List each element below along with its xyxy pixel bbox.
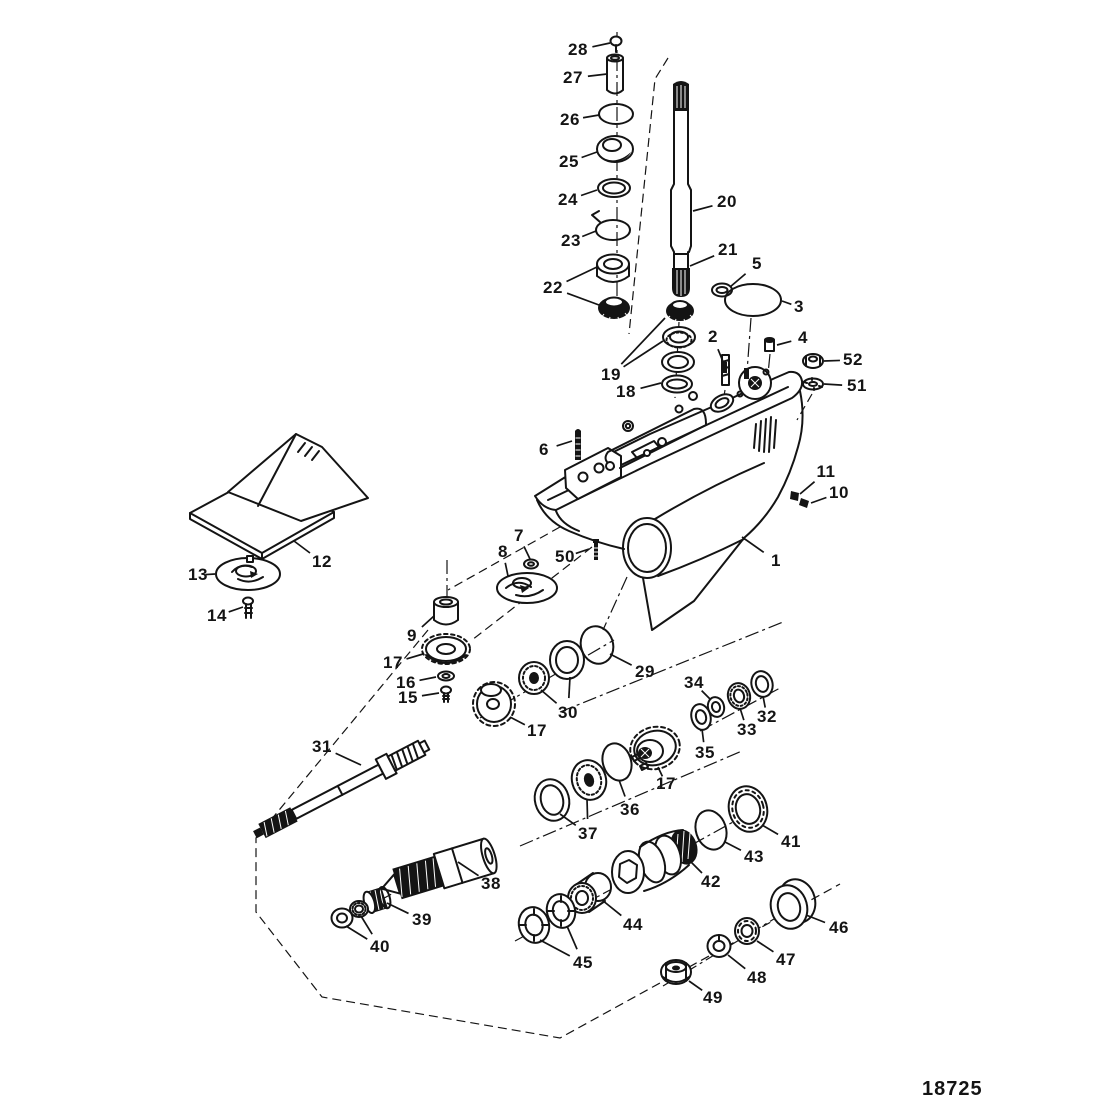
callout-49: 49 [703, 988, 723, 1007]
leader-line-18 [641, 383, 661, 388]
callout-28: 28 [568, 40, 588, 59]
leader-line-33 [740, 708, 744, 720]
callout-15: 15 [398, 688, 418, 707]
leader-line-25 [582, 152, 597, 158]
callout-23: 23 [561, 231, 581, 250]
leader-line-36 [619, 780, 625, 797]
gear-housing [535, 362, 809, 630]
leader-line-43 [725, 842, 741, 850]
leader-line-30 [541, 690, 557, 703]
leader-line-40 [346, 926, 367, 939]
leader-line-6 [557, 441, 572, 446]
leader-line-29 [610, 654, 632, 665]
callout-46: 46 [829, 918, 849, 937]
leader-line-27 [588, 74, 607, 76]
leader-line-7 [524, 546, 530, 559]
callout-29: 29 [635, 662, 655, 681]
callout-52: 52 [843, 350, 863, 369]
callout-18: 18 [616, 382, 636, 401]
leader-line-35 [702, 729, 704, 742]
callout-43: 43 [744, 847, 764, 866]
leader-line-41 [762, 825, 778, 834]
construction-lines [256, 32, 840, 1038]
leader-line-26 [583, 115, 599, 118]
leader-line-12 [294, 541, 310, 553]
leader-line-37 [560, 814, 576, 825]
callout-47: 47 [776, 950, 796, 969]
callout-24: 24 [558, 190, 578, 209]
shift-shaft [250, 735, 432, 844]
callout-12: 12 [312, 552, 332, 571]
leader-line-45 [567, 926, 577, 949]
leader-line-20 [693, 206, 712, 211]
callout-21: 21 [718, 240, 738, 259]
callout-14: 14 [207, 606, 227, 625]
callout-25: 25 [559, 152, 579, 171]
callout-51: 51 [847, 376, 867, 395]
callout-19: 19 [601, 365, 621, 384]
callout-9: 9 [407, 626, 417, 645]
aft-seal-group [515, 873, 820, 984]
leader-line-30 [569, 677, 570, 698]
callout-2: 2 [708, 327, 718, 346]
figure-part-number: 18725 [922, 1078, 983, 1100]
leader-line-44 [602, 900, 621, 916]
callout-5: 5 [752, 254, 762, 273]
callout-10: 10 [829, 483, 849, 502]
callout-17: 17 [527, 721, 547, 740]
trim-tab-group [190, 434, 368, 618]
leader-line-8 [505, 563, 508, 576]
callout-48: 48 [747, 968, 767, 987]
callout-39: 39 [412, 910, 432, 929]
leader-line-11 [800, 482, 815, 494]
callout-44: 44 [623, 915, 643, 934]
pinion-cluster [422, 597, 515, 726]
leader-line-31 [336, 753, 361, 765]
leader-line-1 [742, 537, 764, 552]
callout-22: 22 [543, 278, 563, 297]
leader-line-28 [592, 43, 610, 47]
callout-31: 31 [312, 737, 332, 756]
callout-17: 17 [656, 774, 676, 793]
leader-line-19 [624, 341, 663, 367]
callout-42: 42 [701, 872, 721, 891]
leader-line-48 [728, 955, 745, 969]
leader-line-15 [422, 693, 439, 696]
callout-6: 6 [539, 440, 549, 459]
callout-17: 17 [383, 653, 403, 672]
callout-3: 3 [794, 297, 804, 316]
leader-line-4 [777, 341, 791, 345]
leader-line-39 [387, 903, 409, 913]
callout-11: 11 [816, 462, 836, 481]
callout-26: 26 [560, 110, 580, 129]
callout-50: 50 [555, 547, 575, 566]
leader-line-19 [621, 318, 665, 364]
callout-13: 13 [188, 565, 208, 584]
driveshaft-group [662, 81, 695, 393]
callout-27: 27 [563, 68, 583, 87]
callout-33: 33 [737, 720, 757, 739]
callout-20: 20 [717, 192, 737, 211]
bearing-carrier-cluster [612, 782, 772, 893]
callout-38: 38 [481, 874, 501, 893]
leader-line-3 [782, 301, 791, 304]
leader-line-22 [567, 293, 599, 305]
callout-32: 32 [757, 707, 777, 726]
callout-8: 8 [498, 542, 508, 561]
callout-16: 16 [396, 673, 416, 692]
callout-45: 45 [573, 953, 593, 972]
leader-line-47 [757, 941, 773, 952]
leader-line-51 [824, 384, 842, 385]
leader-line-37 [587, 799, 588, 819]
leader-line-17 [407, 654, 424, 659]
leader-line-52 [824, 360, 840, 361]
callout-35: 35 [695, 743, 715, 762]
callout-40: 40 [370, 937, 390, 956]
leader-line-45 [540, 940, 570, 956]
leader-line-17 [510, 717, 525, 725]
callout-7: 7 [514, 526, 524, 545]
leader-line-22 [567, 267, 597, 282]
callout-36: 36 [620, 800, 640, 819]
leader-line-21 [690, 256, 714, 266]
callout-1: 1 [771, 551, 781, 570]
leader-line-10 [811, 498, 826, 504]
leader-line-40 [361, 916, 372, 934]
callout-30: 30 [558, 703, 578, 722]
callout-37: 37 [578, 824, 598, 843]
leader-line-14 [229, 607, 243, 612]
leader-line-9 [422, 616, 434, 627]
leader-line-32 [763, 696, 765, 708]
callout-34: 34 [684, 673, 704, 692]
leader-line-16 [420, 677, 437, 680]
leader-line-49 [689, 981, 702, 990]
leader-line-23 [582, 231, 596, 237]
callout-4: 4 [798, 328, 808, 347]
leader-line-24 [581, 190, 597, 196]
upper-bearing-stack [592, 37, 633, 322]
callout-41: 41 [781, 832, 801, 851]
